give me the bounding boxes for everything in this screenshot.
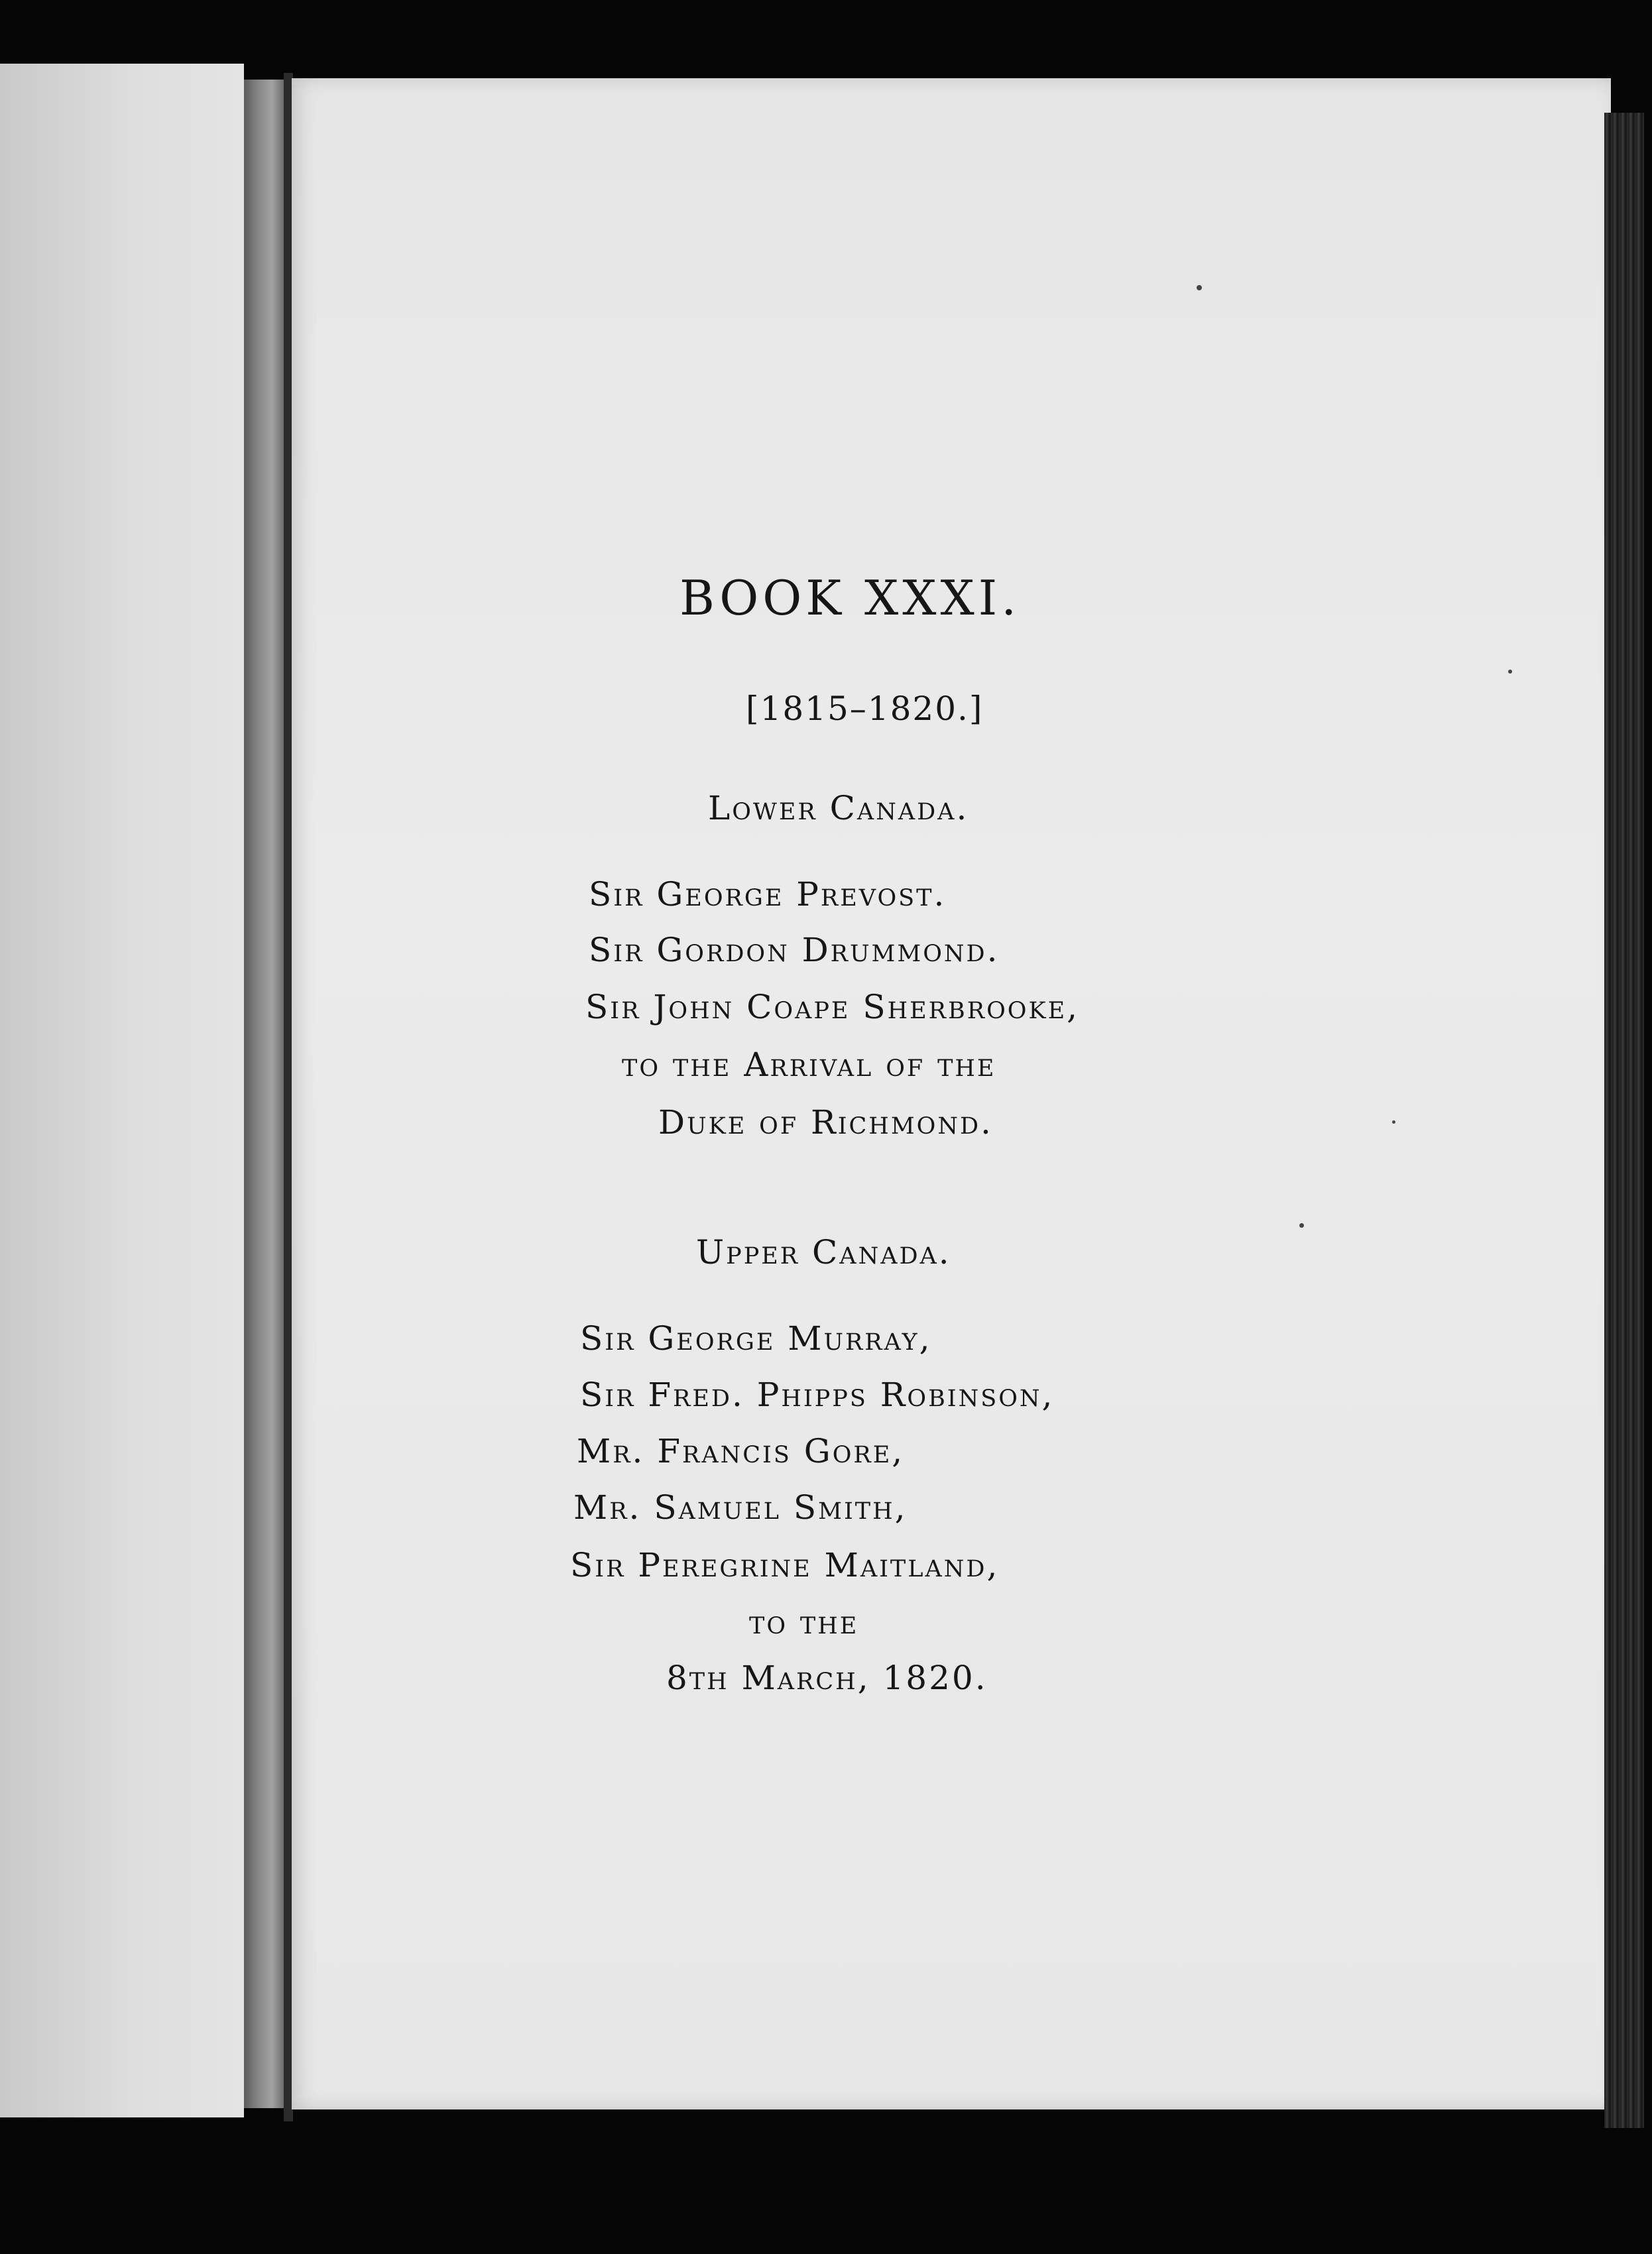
date-range: [1815–1820.] xyxy=(746,689,984,728)
governor-entry: to the Arrival of the xyxy=(622,1045,996,1084)
governor-entry: 8th March, 1820. xyxy=(666,1659,988,1697)
governor-entry: Sir George Murray, xyxy=(580,1319,932,1358)
governor-entry: Sir George Prevost. xyxy=(589,875,947,914)
governor-entry: Duke of Richmond. xyxy=(658,1103,993,1142)
governor-entry: Sir Peregrine Maitland, xyxy=(570,1546,1000,1584)
governor-entry: Sir Fred. Phipps Robinson, xyxy=(580,1376,1055,1414)
governor-entry: Sir Gordon Drummond. xyxy=(589,931,1000,969)
governor-entry: Mr. Samuel Smith, xyxy=(573,1488,908,1527)
governor-entry: Sir John Coape Sherbrooke, xyxy=(585,988,1080,1026)
section-heading-upper-canada: Upper Canada. xyxy=(696,1233,951,1272)
governor-entry: to the xyxy=(749,1603,859,1641)
book-title: BOOK XXXI. xyxy=(679,570,1021,626)
governor-entry: Mr. Francis Gore, xyxy=(577,1432,905,1470)
section-heading-lower-canada: Lower Canada. xyxy=(708,789,969,827)
